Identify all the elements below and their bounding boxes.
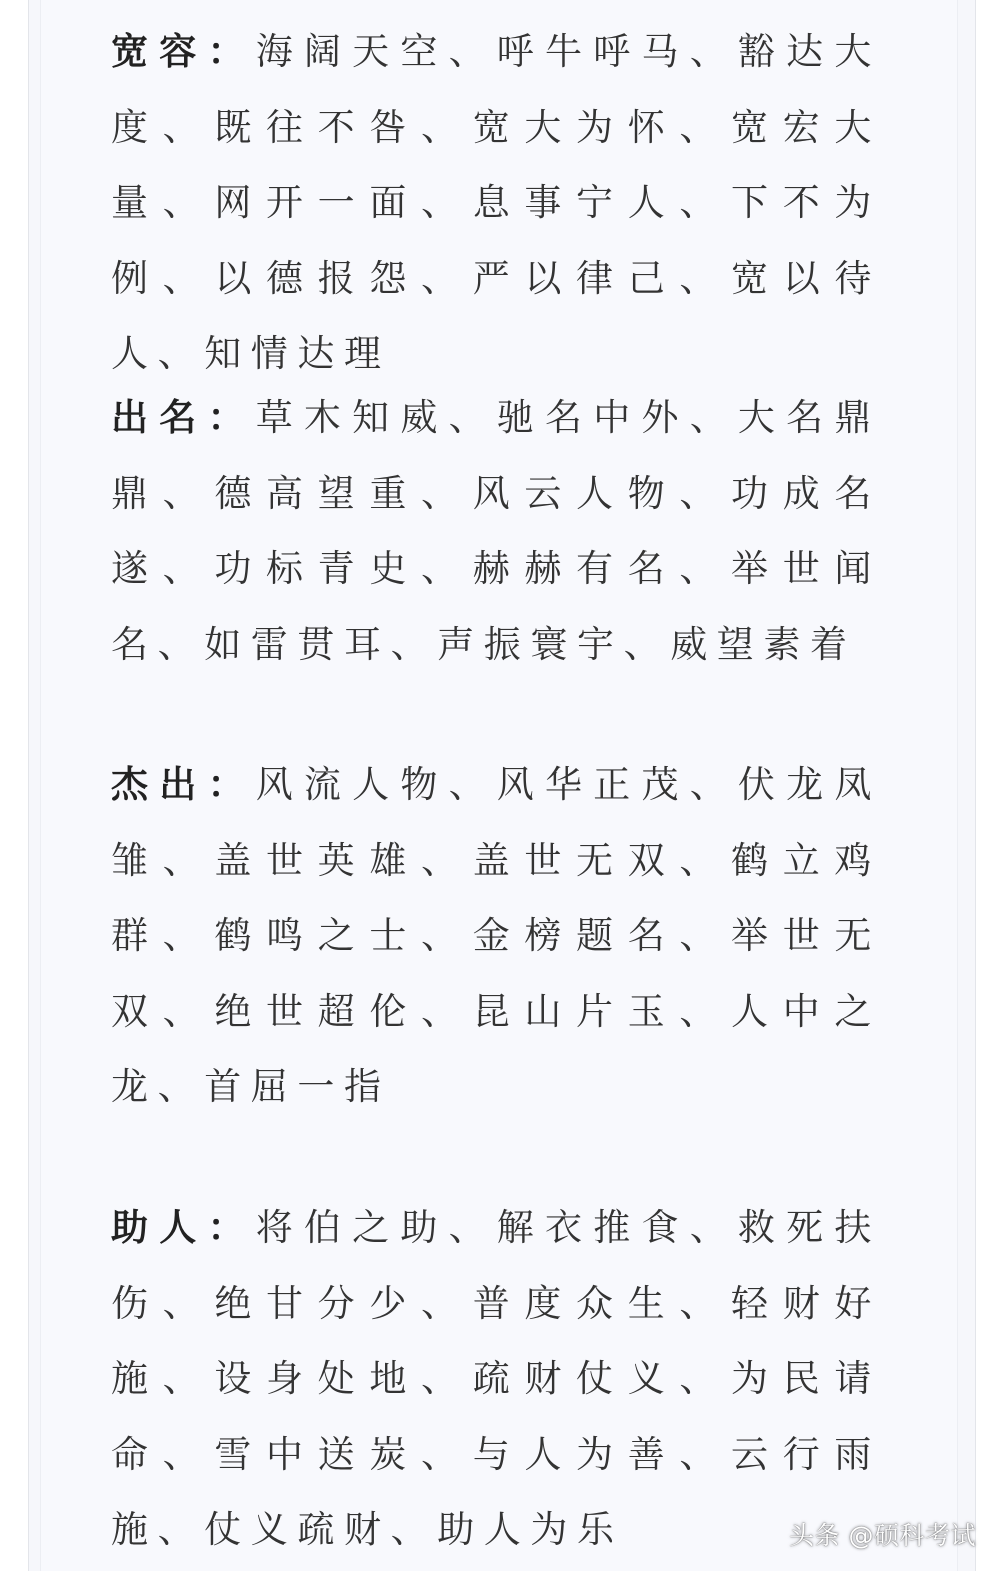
idiom-paragraph-kuanrong: [111, 14, 881, 392]
term-colon: ：: [207, 1206, 256, 1249]
term-label: 助人: [111, 1206, 208, 1249]
idiom-paragraph-zhuren: [111, 1190, 881, 1568]
idiom-list: 草木知威、驰名中外、大名鼎鼎、德高望重、风云人物、功成名遂、功标青史、赫赫有名、举世闻名、如雷贯耳、声振寰宇、威望素着: [111, 396, 881, 666]
source-watermark: 头条 @硕科考试: [789, 1521, 976, 1550]
idiom-paragraph-chuming: [111, 380, 881, 682]
idiom-list: 风流人物、风华正茂、伏龙凤雏、盖世英雄、盖世无双、鹤立鸡群、鹤鸣之士、金榜题名、举世无双、绝世超伦、昆山片玉、人中之龙、首屈一指: [111, 763, 881, 1108]
term-label: 杰出: [111, 763, 208, 806]
term-label: 出名: [111, 396, 208, 439]
term-colon: ：: [207, 30, 256, 73]
term-colon: ：: [207, 396, 256, 439]
term-label: 宽容: [111, 30, 208, 73]
idiom-list: 海阔天空、呼牛呼马、豁达大度、既往不咎、宽大为怀、宽宏大量、网开一面、息事宁人、下不为例、以德报怨、严以律己、宽以待人、知情达理: [111, 30, 881, 375]
idiom-paragraph-jiechu: [111, 747, 881, 1125]
idiom-list: 将伯之助、解衣推食、救死扶伤、绝甘分少、普度众生、轻财好施、设身处地、疏财仗义、为民请命、雪中送炭、与人为善、云行雨施、仗义疏财、助人为乐: [111, 1206, 881, 1551]
term-colon: ：: [207, 763, 256, 806]
